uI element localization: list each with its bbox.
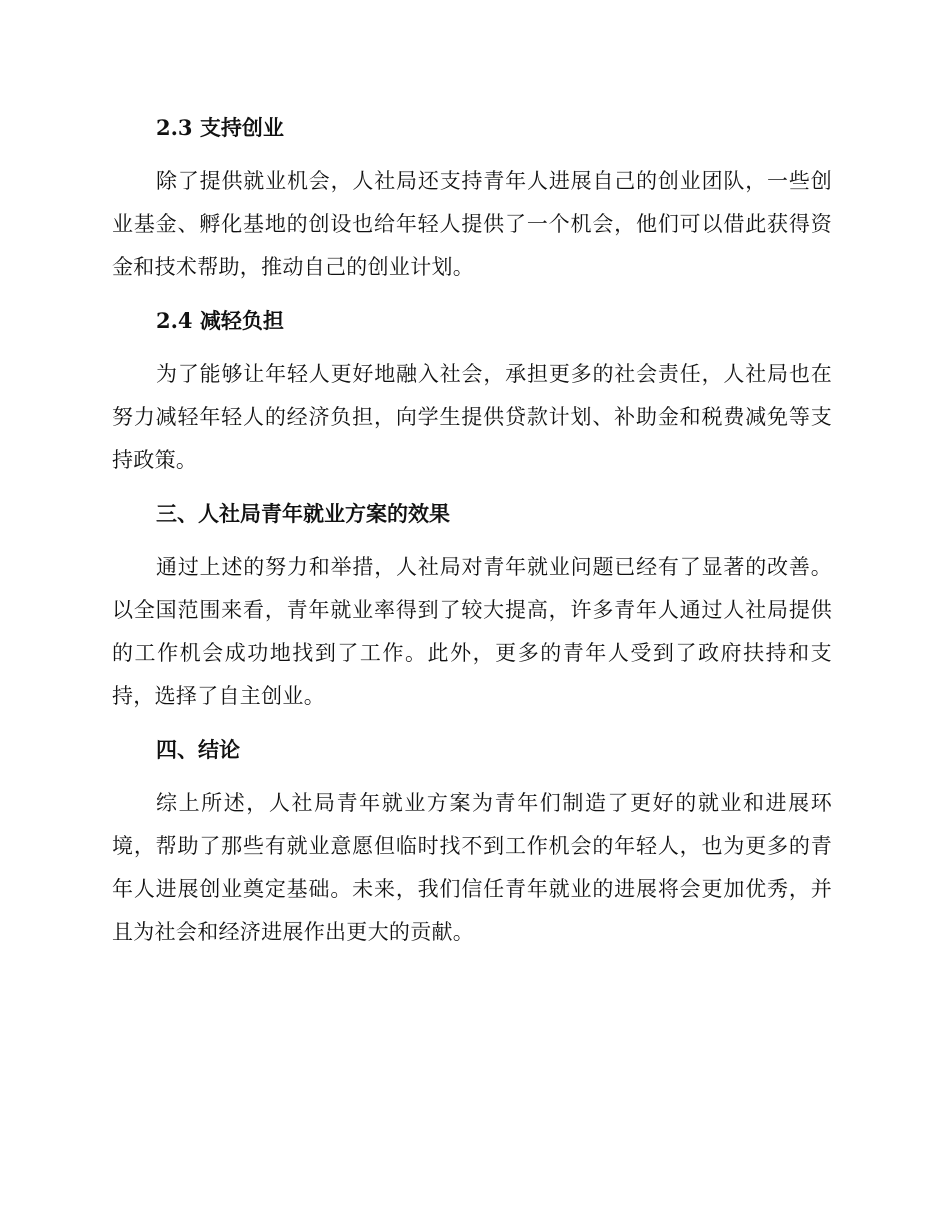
section-heading-reduce-burden: 2.4 减轻负担: [156, 308, 284, 333]
section-paragraph-conclusion: 综上所述，人社局青年就业方案为青年们制造了更好的就业和进展环境，帮助了那些有就业意愿但临时找不到工作机会的年轻人，也为更多的青年人进展创业奠定基础。未来，我们信任青年就业的进展将会更加优秀，并且为社会和经济进展作出更大的贡献。: [112, 791, 832, 944]
section-heading-effects: 三、人社局青年就业方案的效果: [156, 501, 450, 526]
section-paragraph-reduce-burden: 为了能够让年轻人更好地融入社会，承担更多的社会责任，人社局也在努力减轻年轻人的经济负担，向学生提供贷款计划、补助金和税费减免等支持政策。: [112, 362, 832, 472]
section-paragraph-support-entrepreneurship: 除了提供就业机会，人社局还支持青年人进展自己的创业团队，一些创业基金、孵化基地的创设也给年轻人提供了一个机会，他们可以借此获得资金和技术帮助，推动自己的创业计划。: [112, 169, 832, 279]
section-paragraph-effects: 通过上述的努力和举措，人社局对青年就业问题已经有了显著的改善。以全国范围来看，青年就业率得到了较大提高，许多青年人通过人社局提供的工作机会成功地找到了工作。此外，更多的青年人受到了政府扶持和支持，选择了自主创业。: [112, 555, 832, 708]
document-page: [112, 108, 832, 954]
section-heading-conclusion: 四、结论: [156, 737, 240, 762]
section-heading-support-entrepreneurship: 2.3 支持创业: [156, 115, 284, 140]
